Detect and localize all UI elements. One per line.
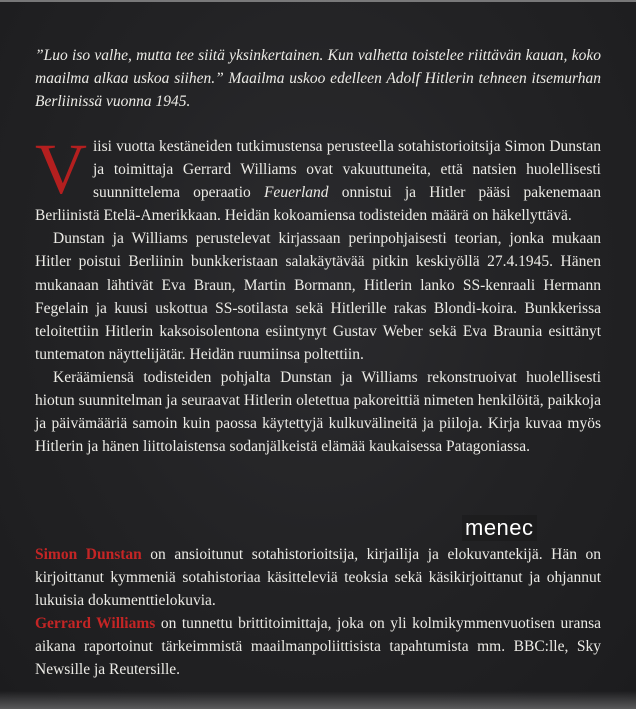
author-bio-text-2: on tunnettu brittitoimittaja, joka on yli kolmikymmenvuotisen uransa aikana raportoinut tärkeimmistä maailmanpoliittisista tapahtumista mm. BBC:lle, Sky Newsille ja Reutersille.	[35, 615, 601, 679]
top-edge	[0, 0, 636, 2]
paragraph-1-text-b: onnistui ja Hitler pääsi pakenemaan Berliinistä Etelä-Amerikkaan. Heidän kokoamiensa todisteiden määrä on häkellyttävä.	[35, 184, 601, 225]
paragraph-1-text-a: iisi vuotta kestäneiden tutkimustensa perusteella sotahistorioitsija Simon Dunstan ja toimittaja Gerrard Williams ovat vakuuttuneita, että natsien huolellisesti suunnittelema operaatio	[93, 138, 601, 202]
bottom-edge	[0, 691, 636, 709]
blurb-paragraph-2: Dunstan ja Williams perustelevat kirjassaan perinpohjaisesti teorian, jonka mukaan Hitler poistui Berliinin bunkkeristaan salakäytävää pitkin keskiyöllä 27.4.1945. Hänen mukanaan lähtivät Eva Braun, Martin Bormann, Hitlerin lanko SS-kenraali Hermann Fegelain ja kuusi uskottua SS-sotilasta sekä Hitlerille rakas Blondi-koira. Bunkkerissa teloitettiin Hitlerin kaksoisolentona esiintynyt Gustav Weber sekä Eva Braunia esittänyt tuntematon näyttelijätär. Heidän ruumiinsa poltettiin.	[35, 230, 601, 363]
epigraph-quote: ”Luo iso valhe, mutta tee siitä yksinkertainen. Kun valhetta toistelee riittävän kauan, koko maailma alkaa uskoa siihen.” Maailma uskoo edelleen Adolf Hitlerin tehneen itsemurhan Berliinissä vuonna 1945.	[35, 47, 601, 110]
blurb-paragraph-1	[35, 129, 601, 227]
author-bios	[35, 543, 601, 682]
author-bio-1	[35, 543, 601, 612]
author-bio-text-1: on ansioitunut sotahistorioitsija, kirjailija ja elokuvantekijä. Hän on kirjoittanut kymmeniä sotahistoriaa käsitteleviä teoksia sekä käsikirjoittanut ja ohjannut lukuisia dokumenttielokuvia.	[35, 546, 601, 610]
drop-cap: V	[35, 129, 87, 209]
author-name-2: Gerrard Williams	[35, 615, 156, 633]
blurb-paragraph-3: Keräämiensä todisteiden pohjalta Dunstan ja Williams rekonstruoivat huolellisesti hiotun suunnitelman ja seuraavat Hitlerin oletettua pakoreittiä nimeten henkilöitä, paikkoja ja päivämääriä samoin kuin paossa käytettyjä kulkuvälineitä ja piiloja. Kirja kuvaa myös Hitlerin ja hänen liittolaistensa sodanjälkeistä elämää kaukaisessa Patagoniassa.	[35, 368, 601, 456]
watermark: menec	[462, 515, 537, 541]
author-name-1: Simon Dunstan	[35, 546, 142, 563]
author-bio-2	[35, 612, 601, 681]
operation-name: Feuerland	[263, 184, 329, 202]
blurb-body	[35, 129, 601, 458]
